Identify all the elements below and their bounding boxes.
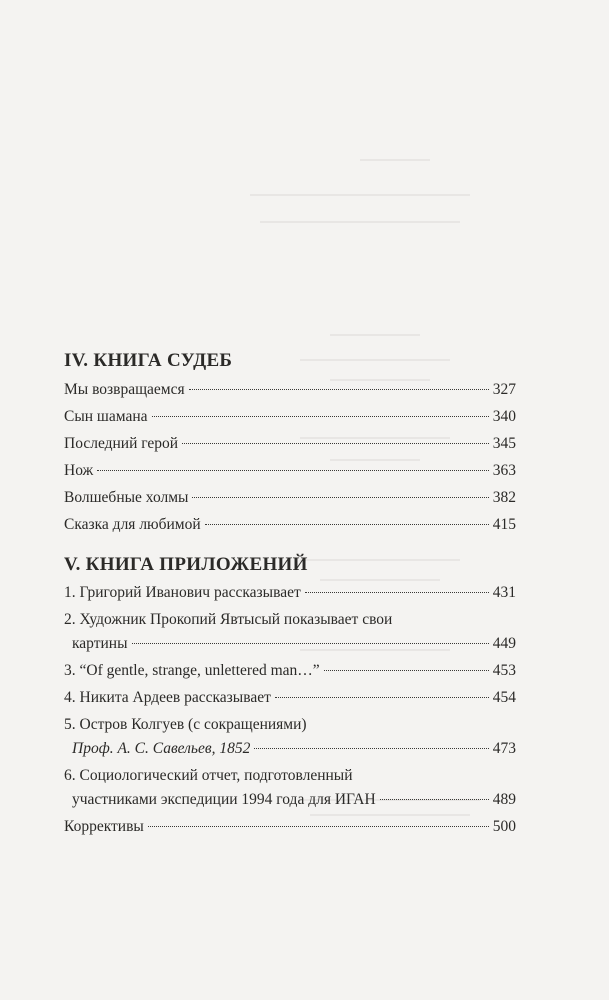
dot-leader bbox=[380, 799, 489, 800]
page-number: 449 bbox=[492, 635, 516, 652]
dot-leader bbox=[148, 826, 489, 827]
dot-leader bbox=[132, 643, 489, 644]
dot-leader bbox=[192, 497, 488, 498]
entry-title: 1. Григорий Иванович рассказывает bbox=[64, 584, 301, 601]
entry-subtitle: Проф. А. С. Савельев, 1852 bbox=[72, 740, 251, 757]
entry-title: участниками экспедиции 1994 года для ИГАН bbox=[72, 791, 376, 808]
page-number: 431 bbox=[492, 584, 516, 601]
toc-entry-line bbox=[64, 816, 516, 838]
section-heading: V. КНИГА ПРИЛОЖЕНИЙ bbox=[64, 554, 308, 575]
section-4 bbox=[64, 346, 516, 536]
toc-entry bbox=[64, 714, 516, 760]
page-number: 340 bbox=[492, 408, 516, 425]
entry-title: Сказка для любимой bbox=[64, 516, 201, 533]
entry-title: картины bbox=[72, 635, 128, 652]
toc-entry-line bbox=[64, 789, 516, 811]
entry-title: Последний герой bbox=[64, 435, 179, 452]
toc-entry bbox=[64, 687, 516, 709]
dot-leader bbox=[254, 748, 488, 749]
toc-entry bbox=[64, 460, 516, 482]
toc-entry bbox=[64, 609, 516, 655]
toc-entry bbox=[64, 406, 516, 428]
toc-entry-line bbox=[64, 582, 516, 604]
section-heading: IV. КНИГА СУДЕБ bbox=[64, 350, 233, 371]
toc-entry bbox=[64, 816, 516, 838]
dot-leader bbox=[189, 389, 489, 390]
entry-title: Волшебные холмы bbox=[64, 489, 189, 506]
page-number: 453 bbox=[492, 662, 516, 679]
toc-entry-line bbox=[64, 633, 516, 655]
toc-entry bbox=[64, 582, 516, 604]
toc-entry-line bbox=[64, 460, 516, 482]
dot-leader bbox=[275, 697, 489, 698]
dot-leader bbox=[182, 443, 489, 444]
page-number: 327 bbox=[492, 381, 516, 398]
entry-title: 4. Никита Ардеев рассказывает bbox=[64, 689, 271, 706]
dot-leader bbox=[97, 470, 488, 471]
toc-entry-line bbox=[64, 379, 516, 401]
toc-entry-line bbox=[64, 738, 516, 760]
entry-title: Коррективы bbox=[64, 818, 144, 835]
toc-entry bbox=[64, 765, 516, 811]
page-number: 500 bbox=[492, 818, 516, 835]
toc-entry bbox=[64, 487, 516, 509]
section-5 bbox=[64, 550, 516, 838]
page-number: 363 bbox=[492, 462, 516, 479]
toc-entry bbox=[64, 514, 516, 536]
toc-entry-line bbox=[64, 660, 516, 682]
entry-title: Нож bbox=[64, 462, 94, 479]
page-number: 473 bbox=[492, 740, 516, 757]
page-number: 415 bbox=[492, 516, 516, 533]
entry-title: Сын шамана bbox=[64, 408, 148, 425]
entry-title: Мы возвращаемся bbox=[64, 381, 185, 398]
toc-entry-line bbox=[64, 514, 516, 536]
toc-entry-line bbox=[64, 433, 516, 455]
dot-leader bbox=[205, 524, 489, 525]
toc-entry-line bbox=[64, 487, 516, 509]
entry-title-line1: 6. Социологический отчет, подготовленный bbox=[64, 767, 353, 784]
entry-title-line1: 2. Художник Прокопий Явтысый показывает свои bbox=[64, 611, 393, 628]
entry-title: 3. “Of gentle, strange, unlettered man…” bbox=[64, 662, 320, 679]
dot-leader bbox=[305, 592, 489, 593]
dot-leader bbox=[324, 670, 489, 671]
toc-entry bbox=[64, 660, 516, 682]
toc-entry bbox=[64, 433, 516, 455]
toc-entry-line bbox=[64, 406, 516, 428]
page-number: 382 bbox=[492, 489, 516, 506]
page-number: 454 bbox=[492, 689, 516, 706]
entry-title-line1: 5. Остров Колгуев (с сокращениями) bbox=[64, 716, 307, 733]
toc-entry-line bbox=[64, 687, 516, 709]
table-of-contents bbox=[64, 346, 516, 838]
dot-leader bbox=[152, 416, 489, 417]
toc-entry bbox=[64, 379, 516, 401]
page-number: 489 bbox=[492, 791, 516, 808]
page-number: 345 bbox=[492, 435, 516, 452]
